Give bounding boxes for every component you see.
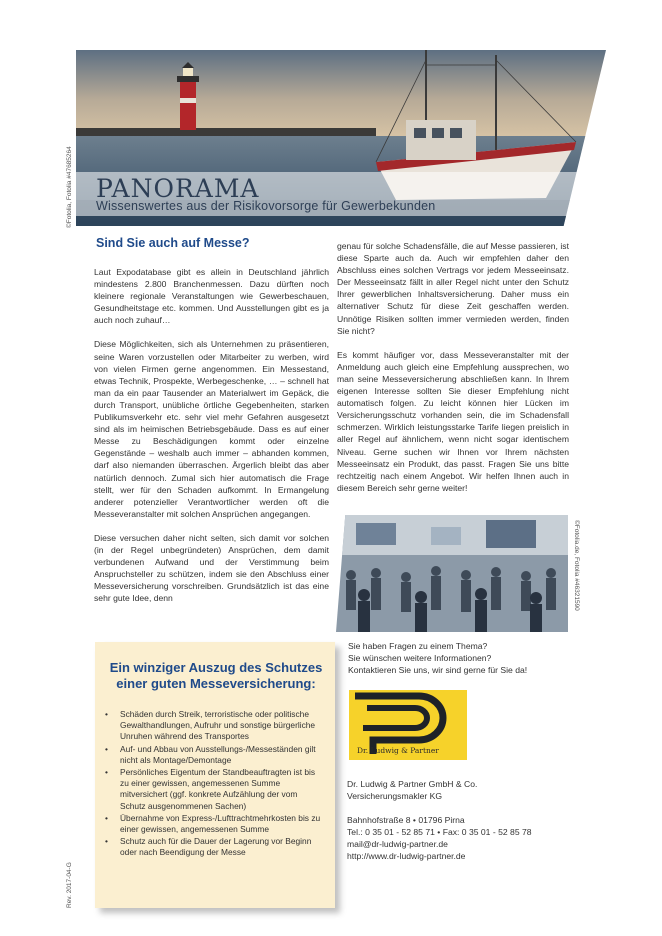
list-item: • Persönliches Eigentum der Standbeauftragten ist bis zu einer gewissen, angemessenen Summe mitversichert (ggf. konkrete Aufzählung der vom Schutz ausgenommenen Sachen) xyxy=(103,767,325,812)
contact-details xyxy=(347,778,587,863)
crowd-photo-credit: ©Fotolia.de, Fotolia #46321590 xyxy=(573,520,580,611)
trade-fair-crowd-photo xyxy=(336,515,568,632)
article-paragraph: Diese Möglichkeiten, sich als Unternehmen zu präsentieren, seine Waren vorzustellen oder Mitarbeiter zu werben, wird von vielen Firmen gerne angenommen. Ein Messestand, etwas Technik, Prospekte, Werbegeschenke, … – schnell hat man da ein paar Tausender an Materialwert im Gepäck, die durch Transport, unübliche örtliche Gegebenheiten, starken Publikumsverkehr etc. sehr viel mehr Gefahren ausgesetzt sind als im heimischen Betriebsgebäude. Dass es auf einer Messe zu Beschädigungen kommt oder einzelne Gegenstände – weshalb auch immer – abhanden kommen, darf also niemanden überraschen. Ärgerlich bleibt das aber natürlich dennoch. Zumal sich hier automatisch die Frage stellt, wer für den Schaden aufkommt. In Ermangelung anderer potenzieller Verantwortlicher werden oft die Messeveranstalter mit solchen Ansprüchen angegangen. xyxy=(94,339,329,519)
page-title: PANORAMA xyxy=(96,174,260,203)
logo-text: Dr. Ludwig & Partner xyxy=(357,746,439,755)
question-line: Sie haben Fragen zu einem Thema? xyxy=(348,641,488,651)
question-line: Kontaktieren Sie uns, wir sind gerne für Sie da! xyxy=(348,665,528,676)
article-paragraph: genau für solche Schadensfälle, die auf Messe passieren, ist diese Sparte auch da. Auch wir empfehlen daher den Abschluss eines solchen Vertrags vor jedem Messeeinsatz. Der Messeeinsatz fällt in aller Regel nicht unter den Schutz Ihrer gewerblichen Inhaltsversicherung. Daher muss ein alternativer Schutz für diese Zeit geschaffen werden. Unnötige Risiken sollten immer vermieden werden, finden Sie nicht? xyxy=(337,241,569,336)
phone-fax: Tel.: 0 35 01 - 52 85 71 • Fax: 0 35 01 - 52 85 78 xyxy=(347,827,532,838)
article-paragraph: Diese versuchen daher nicht selten, sich damit vor solchen (in der Regel unbegründeten) Ansprüchen, dem damit verbundenen Aufwand und der Verstimmung beim Anspruchsteller zu schützen, indem sie den Abschluss einer Messeversicherung vorschreiben. Grundsätzlich ist das eine sehr gute Idee, denn xyxy=(94,532,329,604)
company-name: Dr. Ludwig & Partner GmbH & Co. xyxy=(347,779,478,789)
list-item: • Schutz auch für die Dauer der Lagerung vor Beginn oder nach Beendigung der Messe xyxy=(103,836,325,858)
article-left-column xyxy=(94,266,329,616)
infobox-title: Ein winziger Auszug des Schutzes einer guten Messeversicherung: xyxy=(109,660,323,691)
list-item: • Übernahme von Express-/Lufttrachtmehrkosten bis zu einer gewissen, angemessenen Summe xyxy=(103,813,325,835)
question-line: Sie wünschen weitere Informationen? xyxy=(348,653,492,664)
article-headline: Sind Sie auch auf Messe? xyxy=(96,236,250,250)
page-subtitle: Wissenswertes aus der Risikovorsorge für Gewerbekunden xyxy=(96,199,436,213)
company-type: Versicherungsmakler KG xyxy=(347,791,443,802)
list-item: • Schäden durch Streik, terroristische oder politische Gewalthandlungen, Aufruhr und sonstige bürgerliche Unruhen während des Transportes xyxy=(103,709,325,743)
article-paragraph: Laut Expodatabase gibt es allein in Deutschland jährlich mindestens 2.800 Branchenmessen. Dazu dürften noch kleinere regionale Veranstaltungen wie Gewerbeschauen, Gesundheitstage etc. kommen. Und Ausstellungen gibt es ja auch noch zuhauf… xyxy=(94,267,329,326)
article-paragraph: Es kommt häufiger vor, dass Messeveranstalter mit der Anmeldung auch gleich eine Empfehlung aussprechen, wo man seine Messeversicherung abschließen kann. In Ihrem eigenen Interesse sollten Sie dieser Empfehlung nicht automatisch folgen. Zu leicht können hier Lücken im Versicherungsschutz vorhanden sein, die im Schadensfall schmerzen. Wirklich leistungsstarke Tarife liegen preislich in aller Regel auf ähnlichem, wenn nicht sogar identischem Niveau. Gerne suchen wir Ihnen vor Ihrem nächsten Messeeinsatz ein Produkt, das passt. Fragen Sie uns bitte rechtzeitig nach einem Angebot. Wir helfen Ihnen auch in diesem Bereich sehr gerne weiter! xyxy=(337,349,569,493)
website-link[interactable]: http://www.dr-ludwig-partner.de xyxy=(347,851,466,862)
insurance-coverage-box xyxy=(95,642,335,908)
contact-questions xyxy=(348,640,578,676)
address: Bahnhofstraße 8 • 01796 Pirna xyxy=(347,815,465,826)
list-item: • Auf- und Abbau von Ausstellungs-/Messeständen gilt nicht als Montage/Demontage xyxy=(103,744,325,766)
crowd-image xyxy=(336,515,568,632)
revision-label: Rev. 2017-04-G xyxy=(66,862,73,908)
article-right-column xyxy=(337,240,569,506)
email-link[interactable]: mail@dr-ludwig-partner.de xyxy=(347,839,448,850)
header-photo-credit: ©Fotolia, Fotolia #47685264 xyxy=(66,146,73,228)
coverage-list xyxy=(103,709,325,860)
